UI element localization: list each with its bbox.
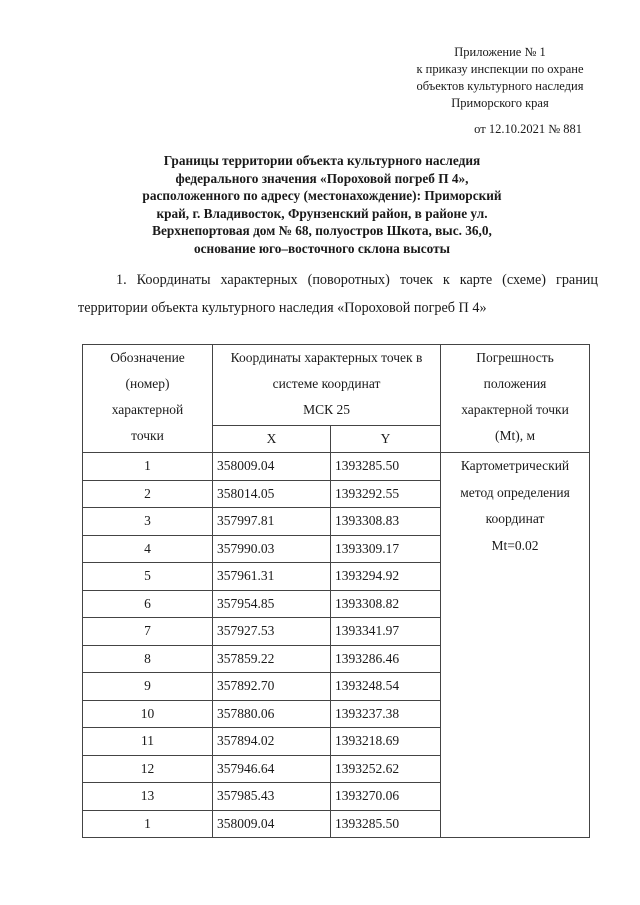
title-line: Верхнепортовая дом № 68, полуостров Шкота, выс. 36,0, (152, 223, 492, 239)
title-line: край, г. Владивосток, Фрунзенский район, в районе ул. (156, 205, 488, 221)
accuracy-text: Mt=0.02 (491, 537, 539, 553)
header-text: характерной точки (461, 402, 569, 417)
point-number-cell: 2 (83, 480, 213, 508)
header-text: положения (483, 376, 547, 391)
header-text: системе координат (272, 376, 381, 391)
header-text: Погрешность (476, 350, 554, 365)
x-coordinate-cell: 358009.04 (213, 453, 331, 481)
point-number-cell: 4 (83, 535, 213, 563)
header-point-number (83, 345, 213, 453)
intro-paragraph (78, 266, 598, 322)
header-text: Обозначение (110, 350, 185, 365)
x-coordinate-cell: 357859.22 (213, 645, 331, 673)
point-number-cell: 13 (83, 783, 213, 811)
y-coordinate-cell: 1393285.50 (331, 453, 441, 481)
appendix-block (380, 44, 620, 112)
header-text: (номер) (125, 376, 170, 391)
header-text: МСК 25 (303, 402, 350, 417)
title-line: расположенного по адресу (местонахождение): Приморский (142, 188, 502, 204)
title-line: Границы территории объекта культурного наследия (163, 153, 481, 168)
point-number-cell: 1 (83, 810, 213, 838)
header-accuracy (441, 345, 590, 453)
y-coordinate-cell: 1393248.54 (331, 673, 441, 701)
y-coordinate-cell: 1393294.92 (331, 563, 441, 591)
title-line: федерального значения «Пороховой погреб П 4», (175, 170, 469, 186)
header-text: (Mt), м (494, 428, 536, 443)
point-number-cell: 11 (83, 728, 213, 756)
x-coordinate-cell: 357985.43 (213, 783, 331, 811)
point-number-cell: 10 (83, 700, 213, 728)
intro-line: 1. Координаты характерных (поворотных) точек к карте (схеме) границ (116, 272, 598, 288)
title-line: основание юго–восточного склона высоты (193, 240, 451, 256)
document-title (100, 152, 544, 258)
y-coordinate-cell: 1393286.46 (331, 645, 441, 673)
point-number-cell: 12 (83, 755, 213, 783)
y-coordinate-cell: 1393252.62 (331, 755, 441, 783)
header-y: Y (331, 426, 441, 453)
x-coordinate-cell: 357880.06 (213, 700, 331, 728)
y-coordinate-cell: 1393270.06 (331, 783, 441, 811)
y-coordinate-cell: 1393341.97 (331, 618, 441, 646)
point-number-cell: 9 (83, 673, 213, 701)
y-coordinate-cell: 1393237.38 (331, 700, 441, 728)
accuracy-text: Картометрический (460, 458, 570, 473)
coordinates-table (82, 344, 590, 838)
y-coordinate-cell: 1393308.82 (331, 590, 441, 618)
accuracy-text: координат (485, 511, 545, 526)
header-text: Координаты характерных точек в (230, 350, 423, 365)
appendix-line: Приложение № 1 (454, 45, 546, 59)
x-coordinate-cell: 357990.03 (213, 535, 331, 563)
accuracy-cell (441, 453, 590, 838)
x-coordinate-cell: 357997.81 (213, 508, 331, 536)
appendix-line: Приморского края (451, 96, 549, 110)
x-coordinate-cell: 357892.70 (213, 673, 331, 701)
y-coordinate-cell: 1393309.17 (331, 535, 441, 563)
point-number-cell: 6 (83, 590, 213, 618)
table-row (83, 453, 590, 481)
x-coordinate-cell: 358009.04 (213, 810, 331, 838)
point-number-cell: 5 (83, 563, 213, 591)
intro-line: территории объекта культурного наследия «Пороховой погреб П 4» (78, 300, 487, 316)
x-coordinate-cell: 357927.53 (213, 618, 331, 646)
x-coordinate-cell: 357894.02 (213, 728, 331, 756)
header-text: характерной (111, 402, 184, 417)
appendix-line: объектов культурного наследия (416, 79, 584, 93)
x-coordinate-cell: 358014.05 (213, 480, 331, 508)
order-date: от 12.10.2021 № 881 (474, 122, 582, 136)
point-number-cell: 8 (83, 645, 213, 673)
x-coordinate-cell: 357946.64 (213, 755, 331, 783)
appendix-line: к приказу инспекции по охране (416, 62, 584, 76)
point-number-cell: 7 (83, 618, 213, 646)
x-coordinate-cell: 357954.85 (213, 590, 331, 618)
y-coordinate-cell: 1393285.50 (331, 810, 441, 838)
x-coordinate-cell: 357961.31 (213, 563, 331, 591)
header-coordinates (213, 345, 441, 426)
header-text: точки (131, 428, 164, 443)
point-number-cell: 3 (83, 508, 213, 536)
y-coordinate-cell: 1393292.55 (331, 480, 441, 508)
y-coordinate-cell: 1393218.69 (331, 728, 441, 756)
point-number-cell: 1 (83, 453, 213, 481)
header-x: X (213, 426, 331, 453)
y-coordinate-cell: 1393308.83 (331, 508, 441, 536)
accuracy-text: метод определения (460, 484, 570, 500)
